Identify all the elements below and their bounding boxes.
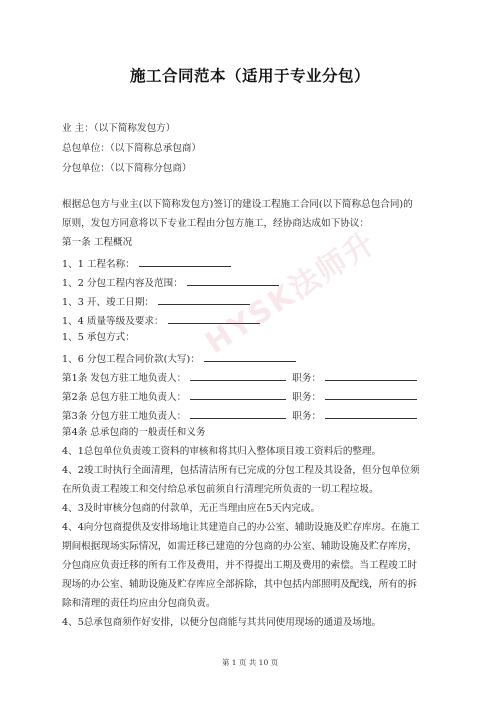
- blank-line: [325, 371, 417, 381]
- blank-line: [190, 409, 286, 419]
- clause-4-4-line-2: 期间根据现场实际情况，如需迁移已建造的分包商的办公室、辅助设施及贮存库房，: [62, 541, 417, 552]
- preamble-line-1: 根据总包方与业主(以下简称发包方)签订的建设工程施工合同(以下简称总包合同)的: [62, 199, 413, 210]
- manager-client: 第1条 发包方驻工地负责人： 职务：: [62, 371, 417, 384]
- blank-line: [325, 409, 417, 419]
- blank-line: [325, 390, 417, 400]
- clause-4-4-line-5: 除和清理的责任均应由分包商负责。: [62, 598, 216, 609]
- blank-line: [190, 390, 286, 400]
- page-footer: 第 1 页 共 10 页: [221, 658, 279, 667]
- clause-4-2-line-1: 4、2竣工时执行全面清理，包括清洁所有已完成的分包工程及其设备，但分包单位须: [62, 465, 420, 476]
- clause-4-5: 4、5总承包商须作好安排，以便分包商能与其共同使用现场的通道及场地。: [62, 617, 382, 628]
- blank-line: [190, 371, 286, 381]
- document-title: 施工合同范本（适用于专业分包）: [129, 66, 370, 85]
- blank-line: [139, 257, 231, 267]
- clause-4-3: 4、3及时审核分包商的付款单，无正当理由应在5天内完成。: [62, 503, 321, 514]
- party-subcontractor: 分包单位：（以下简称分包商）: [62, 163, 192, 174]
- item-contract-price: 1、6 分包工程合同价款(大写)：: [62, 352, 296, 365]
- clause-4-2-line-2: 在所负责工程竣工和交付给总承包前须自行清理完所负责的一切工程垃圾。: [62, 484, 379, 495]
- clause-4-1: 4、1总包单位负责竣工资料的审核和将其归入整体项目竣工资料后的整理。: [62, 446, 382, 457]
- clause-4-4-line-3: 分包商应负责迁移的所有工作及费用，并不得提出工期及费用的索偿。当工程竣工时: [62, 560, 417, 571]
- article-4-title: 第4条 总承包商的一般责任和义务: [62, 427, 206, 438]
- item-project-name: 1、1 工程名称：: [62, 257, 231, 270]
- clause-4-4-line-1: 4、4向分包商提供及安排场地让其建造自己的办公室、辅助设施及贮存库房。在施工: [62, 522, 420, 533]
- article-1-title: 第一条 工程概况: [62, 237, 133, 248]
- item-scope: 1、2 分包工程内容及范围：: [62, 276, 279, 289]
- item-quality: 1、4 质量等级及要求：: [62, 314, 260, 327]
- watermark: HYSK法师升: [199, 225, 383, 362]
- manager-general-contractor: 第2条 总包方驻工地负责人： 职务：: [62, 390, 417, 403]
- preamble-line-2: 原则，发包方同意将以下专业工程由分包方施工，经协商达成如下协议：: [62, 218, 369, 229]
- clause-4-4-line-4: 现场的办公室、辅助设施及贮存库应全部拆除，其中包括内部照明及配线，所有的拆: [62, 579, 417, 590]
- manager-subcontractor: 第3条 分包方驻工地负责人： 职务：: [62, 409, 417, 422]
- party-owner: 业 主：（以下简称发包方）: [62, 123, 176, 134]
- item-contract-method: 1、5 承包方式：: [62, 332, 135, 343]
- item-dates: 1、3 开、竣工日期：: [62, 295, 250, 308]
- party-general-contractor: 总包单位：（以下简称总承包商）: [62, 143, 202, 154]
